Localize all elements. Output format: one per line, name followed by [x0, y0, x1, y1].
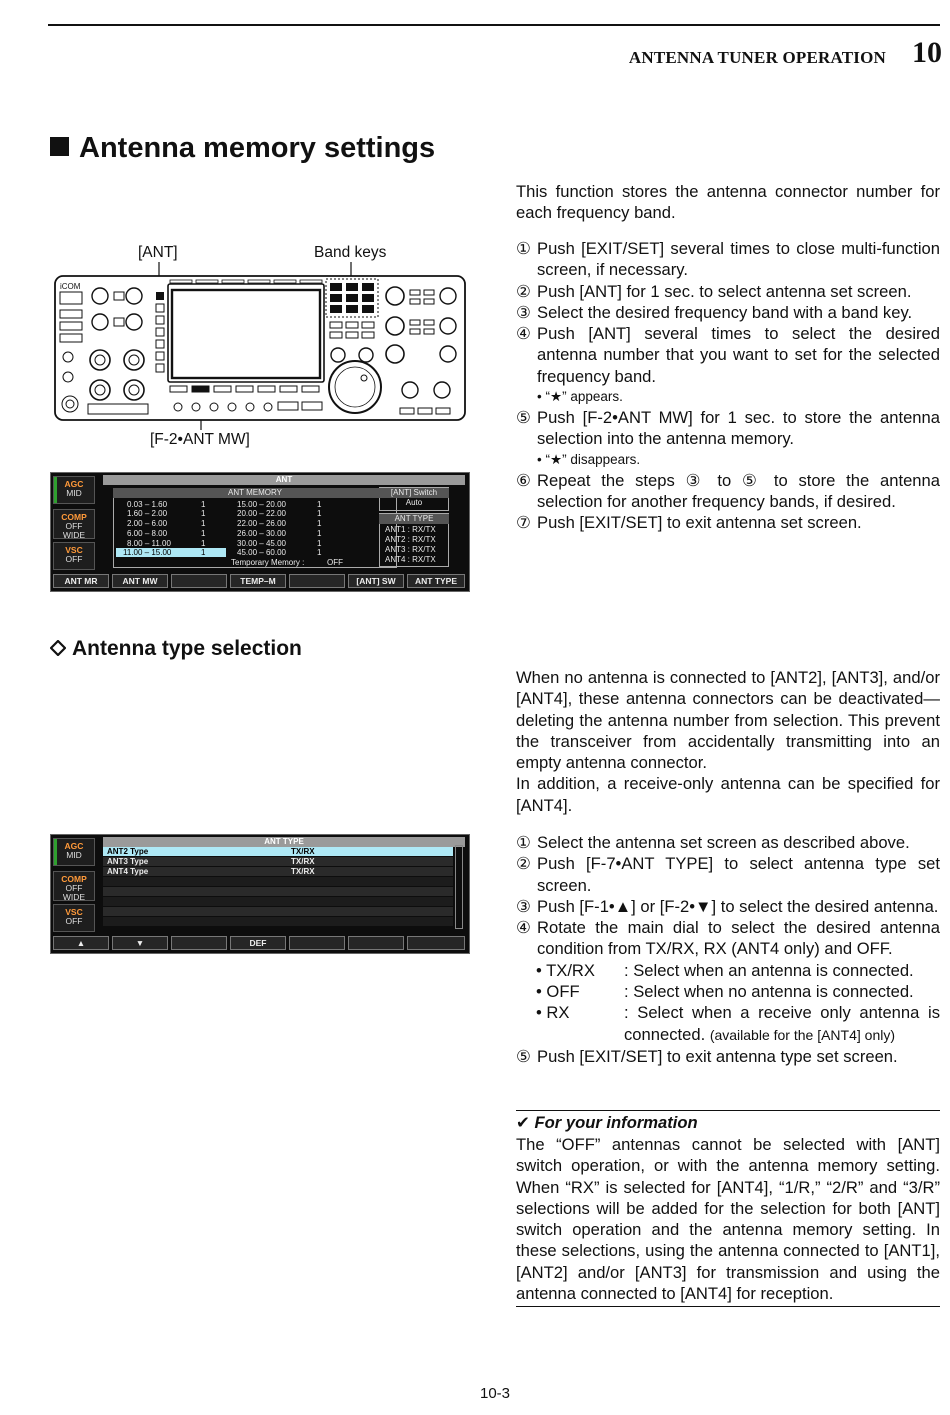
row-bg-4 — [103, 877, 453, 886]
ant2-type-label[interactable]: ANT2 Type — [107, 847, 149, 856]
callout-band-keys: Band keys — [314, 244, 387, 261]
header-section-title: ANTENNA TUNER OPERATION — [628, 48, 886, 67]
mem-left-row-2[interactable]: 2.00 – 6.00 — [127, 519, 168, 528]
side-agc[interactable]: AGC MID — [53, 476, 95, 504]
fkey2-7[interactable] — [407, 936, 465, 950]
fkey-3[interactable] — [171, 574, 227, 588]
mem-right-row-2[interactable]: 22.00 – 26.00 — [237, 519, 286, 528]
row-bg-6 — [103, 897, 453, 906]
ant-switch-value: Auto — [405, 498, 423, 507]
row-bg-5 — [103, 887, 453, 896]
ant-type-3: ANT3 : RX/TX — [385, 545, 436, 554]
diamond-icon — [50, 640, 66, 656]
ant2-row-highlight — [103, 847, 453, 856]
type-step-1: ① Select the antenna set screen as described above. — [516, 833, 910, 852]
ant-type-title: ANT TYPE — [379, 514, 449, 524]
fkey-ant-mw[interactable]: ANT MW — [112, 574, 168, 588]
square-bullet-icon — [50, 137, 69, 156]
mem-right-ant-4: 1 — [317, 539, 322, 548]
side-comp[interactable]: COMP OFF WIDE — [53, 509, 95, 539]
subsection-title-text: Antenna type selection — [72, 637, 302, 660]
ant2-type-value: TX/RX — [291, 847, 315, 856]
step-3: ③ Select the desired frequency band with a band key. — [516, 302, 913, 322]
mem-right-ant-3: 1 — [317, 529, 322, 538]
screen2-title: ANT TYPE — [103, 837, 465, 847]
ant-memory-title: ANT MEMORY — [113, 488, 397, 498]
page-number: 10-3 — [479, 1385, 511, 1402]
row-bg-7 — [103, 907, 453, 916]
temp-memory-value: OFF — [327, 558, 343, 567]
screen1-title: ANT — [103, 475, 465, 485]
ant-type-screen — [50, 834, 470, 954]
fkey2-5[interactable] — [289, 936, 345, 950]
mem-right-row-5[interactable]: 45.00 – 60.00 — [237, 548, 286, 557]
mem-left-ant-0: 1 — [201, 500, 206, 509]
fkey-def[interactable]: DEF — [230, 936, 286, 950]
condition-rx: • RX : Select when a receive only antenna is connected. (available for the [ANT4] only) — [536, 1003, 940, 1044]
mem-right-ant-1: 1 — [317, 509, 322, 518]
step-4: ④ Push [ANT] several times to select the desired antenna number that you want to set for the selected frequency band. — [516, 324, 940, 386]
side-agc-2[interactable]: AGC MID — [53, 838, 95, 866]
fkey-temp-m[interactable]: TEMP–M — [230, 574, 286, 588]
mem-left-ant-1: 1 — [201, 509, 206, 518]
fyi-bottom-rule — [516, 1306, 940, 1307]
transceiver-front-panel-illustration — [50, 262, 470, 432]
step-1: ① Push [EXIT/SET] several times to close multi-function screen, if necessary. — [516, 239, 940, 280]
ant-type-1: ANT1 : RX/TX — [385, 525, 436, 534]
fkey2-6[interactable] — [348, 936, 404, 950]
note-star-appears: • “★” appears. — [537, 389, 623, 405]
scrollbar[interactable] — [455, 845, 463, 929]
steps-type — [516, 832, 940, 1067]
ant4-type-value: TX/RX — [291, 867, 315, 876]
mem-right-ant-0: 1 — [317, 500, 322, 509]
side-comp-2[interactable]: COMP OFF WIDE — [53, 871, 95, 901]
type-intro-para-b: In addition, a receive-only antenna can be specified for [ANT4]. — [516, 774, 940, 815]
ant3-type-label[interactable]: ANT3 Type — [107, 857, 149, 866]
subsection-title — [50, 637, 302, 661]
mem-right-row-0[interactable]: 15.00 – 20.00 — [237, 500, 286, 509]
note-star-disappears: • “★” disappears. — [537, 451, 641, 467]
mem-left-row-4[interactable]: 8.00 – 11.00 — [127, 539, 171, 548]
type-intro — [516, 667, 940, 816]
side-vsc[interactable]: VSC OFF — [53, 542, 95, 570]
mem-left-ant-2: 1 — [201, 519, 206, 528]
mem-right-row-4[interactable]: 30.00 – 45.00 — [237, 539, 286, 548]
mem-left-row-5[interactable]: 11.00 – 15.00 — [123, 548, 172, 557]
step-2: ② Push [ANT] for 1 sec. to select antenna set screen. — [516, 281, 912, 301]
mem-left-ant-4: 1 — [201, 539, 206, 548]
ant-memory-screen — [50, 472, 470, 592]
temp-memory-label: Temporary Memory : — [231, 558, 305, 567]
row-bg-8 — [103, 917, 453, 926]
section-title — [50, 132, 435, 165]
section-title-text: Antenna memory settings — [79, 132, 436, 164]
mem-right-ant-2: 1 — [317, 519, 322, 528]
type-intro-para-a: When no antenna is connected to [ANT2], [ANT3], and/or [ANT4], these antenna connectors can be deactivated— deleting the antenna number from selection. This prevent the transceiver from accidentally transmitting into an empty antenna connector. — [516, 668, 940, 773]
mem-right-ant-5: 1 — [317, 548, 322, 557]
fkey-ant-mr[interactable]: ANT MR — [53, 574, 109, 588]
mem-right-row-3[interactable]: 26.00 – 30.00 — [237, 529, 286, 538]
ant4-type-label[interactable]: ANT4 Type — [107, 867, 149, 876]
header-rule — [48, 24, 940, 26]
fkey-ant-sw[interactable]: [ANT] SW — [348, 574, 404, 588]
side-vsc-2[interactable]: VSC OFF — [53, 904, 95, 932]
fkey-up[interactable]: ▲ — [53, 936, 109, 950]
condition-txrx: • TX/RX : Select when an antenna is connected. — [536, 960, 914, 980]
fyi-text: The “OFF” antennas cannot be selected with [ANT] switch operation, or with the antenna memory setting. When “RX” is selected for [ANT4], “1/R,” “2/R” and “3/R” selections will be added for the selection for both [ANT] switch operation and the antenna memory setting. In these selections, using the antenna connected to [ANT1], [ANT2] and/or [ANT3] for transmission and using the antenna connected to [ANT4] for reception. — [516, 1135, 940, 1304]
fyi-title: ✔ For your information — [516, 1113, 698, 1132]
type-step-2: ② Push [F-7•ANT TYPE] to select antenna type set screen. — [516, 854, 940, 895]
ant-type-2: ANT2 : RX/TX — [385, 535, 436, 544]
type-step-3: ③ Push [F-1•▲] or [F-2•▼] to select the desired antenna. — [516, 896, 939, 916]
type-step-5: ⑤ Push [EXIT/SET] to exit antenna type set screen. — [516, 1046, 898, 1066]
step-7: ⑦ Push [EXIT/SET] to exit antenna set screen. — [516, 513, 862, 533]
condition-off: • OFF : Select when no antenna is connected. — [536, 982, 914, 1002]
mem-left-row-3[interactable]: 6.00 – 8.00 — [127, 529, 168, 538]
ant3-type-value: TX/RX — [291, 857, 315, 866]
fkey-down[interactable]: ▼ — [112, 936, 168, 950]
fkey-5[interactable] — [289, 574, 345, 588]
ant-switch-title: [ANT] Switch — [379, 488, 449, 498]
mem-left-ant-5: 1 — [201, 548, 206, 557]
step-5: ⑤ Push [F-2•ANT MW] for 1 sec. to store the antenna selection into the antenna memory. — [516, 408, 940, 449]
fyi-top-rule — [516, 1110, 940, 1111]
fkey-ant-type[interactable]: ANT TYPE — [407, 574, 465, 588]
header-chapter-number: 10 — [912, 36, 942, 69]
ant-type-4: ANT4 : RX/TX — [385, 555, 436, 564]
mem-left-row-1[interactable]: 1.60 – 2.00 — [127, 509, 168, 518]
type-step-4: ④ Rotate the main dial to select the desired antenna condition from TX/RX, RX (ANT4 only) and OFF. — [516, 918, 940, 959]
mem-left-row-0[interactable]: 0.03 – 1.60 — [127, 500, 168, 509]
steps-memory — [516, 238, 940, 534]
fkey2-3[interactable] — [171, 936, 227, 950]
mem-right-row-1[interactable]: 20.00 – 22.00 — [237, 509, 286, 518]
callout-f2-ant-mw: [F-2•ANT MW] — [150, 431, 250, 448]
mem-left-ant-3: 1 — [201, 529, 206, 538]
step-6: ⑥ Repeat the steps ③ to ⑤ to store the antenna selection for another frequency bands, if desired. — [516, 470, 940, 511]
callout-ant: [ANT] — [138, 244, 178, 261]
row-bg-3 — [103, 867, 453, 876]
panel-logo: iCOM — [60, 282, 81, 291]
row-bg-2 — [103, 857, 453, 866]
intro-paragraph: This function stores the antenna connector number for each frequency band. — [516, 182, 940, 223]
